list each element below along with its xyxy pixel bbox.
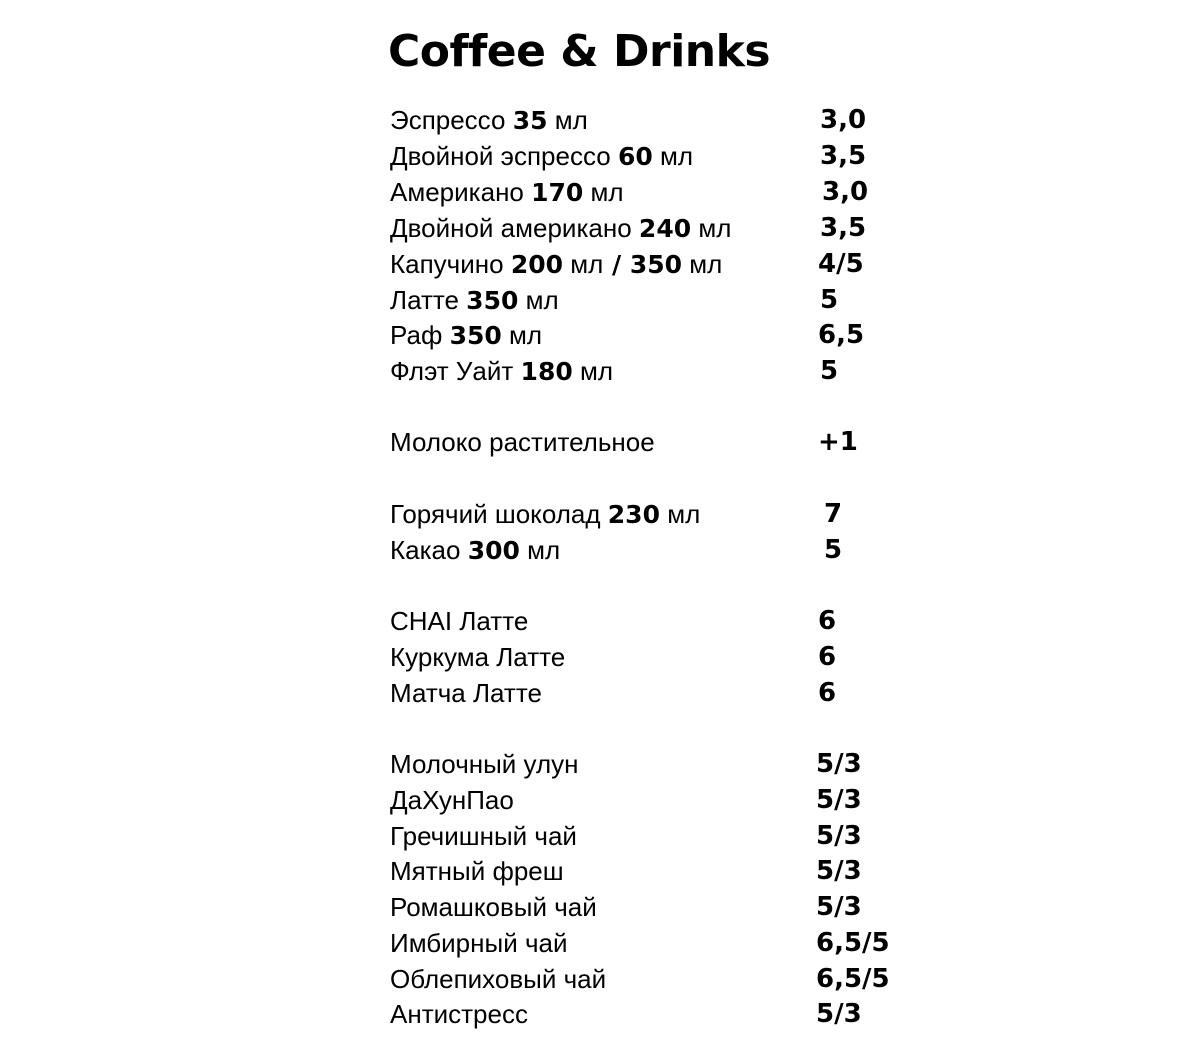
volume-value: 240 (638, 214, 692, 243)
item-title: Флэт Уайт (390, 356, 514, 386)
menu-item-name (390, 246, 722, 283)
menu-item (390, 424, 950, 460)
item-title: Облепиховый чай (390, 964, 607, 994)
item-title: ДаХунПао (390, 785, 514, 815)
volume-unit: мл (554, 105, 588, 135)
menu-item-name (390, 138, 693, 175)
menu-item (390, 889, 950, 925)
menu-item (390, 818, 950, 854)
menu-title: Coffee & Drinks (388, 26, 771, 77)
menu-item-price: 5/3 (816, 999, 862, 1029)
item-title: Какао (390, 535, 461, 565)
menu-item (390, 603, 950, 639)
volume-unit: мл (590, 177, 624, 207)
menu-item-name (390, 996, 528, 1032)
menu-item-name (390, 353, 613, 390)
menu-item (390, 246, 950, 282)
volume-value: 300 (467, 536, 520, 565)
item-title: Гречишный чай (390, 821, 577, 851)
menu-item-name (390, 496, 700, 533)
menu-item-price: 7 (824, 499, 843, 529)
item-title: CHAI Латте (390, 606, 529, 636)
item-title: Капучино (390, 249, 504, 279)
menu-item-name (390, 174, 624, 211)
menu-item-name (390, 961, 606, 997)
menu-item-price: 5/3 (816, 821, 862, 851)
menu-item-price: 4/5 (818, 249, 864, 279)
menu-item-price: 3,0 (820, 105, 867, 135)
volume-unit: мл (659, 141, 694, 171)
menu-item-price: 5/3 (816, 749, 862, 779)
menu-item-price: 6,5/5 (816, 928, 890, 958)
item-title: Раф (390, 320, 443, 350)
menu-item-name (390, 639, 565, 675)
menu-item-price: 5/3 (816, 856, 862, 886)
menu-item-price: +1 (818, 427, 858, 457)
menu-item (390, 853, 950, 889)
item-title: Эспрессо (390, 105, 506, 135)
menu-item (390, 675, 950, 711)
volume-value: 350 (629, 250, 683, 279)
menu-item-name (390, 317, 542, 354)
menu-item (390, 102, 950, 138)
menu-item (390, 496, 950, 532)
menu-item-price: 5 (820, 356, 839, 386)
menu-item-price: 3,5 (820, 141, 867, 171)
menu-item-name (390, 210, 731, 247)
volume-value: 60 (617, 142, 653, 171)
volume-unit: мл (579, 356, 614, 386)
menu-item-name (390, 889, 597, 925)
menu-item-price: 3,0 (822, 177, 869, 207)
volume-value: 230 (607, 500, 660, 529)
volume-unit: мл (509, 320, 543, 350)
menu-item (390, 639, 950, 675)
item-title: Молоко растительное (390, 427, 655, 457)
volume-value: 180 (520, 357, 573, 386)
menu-item-price: 5 (820, 285, 839, 315)
volume-value: 35 (512, 106, 548, 135)
item-title: Горячий шоколад (390, 499, 601, 529)
menu-item (390, 317, 950, 353)
menu-item-price: 6,5/5 (816, 964, 890, 994)
menu-item-name (390, 532, 560, 569)
volume-unit: мл (527, 535, 561, 565)
item-title: Матча Латте (390, 678, 542, 708)
menu-item-name (390, 925, 567, 961)
volume-unit: мл (689, 249, 723, 279)
menu-item-name (390, 603, 528, 639)
item-title: Антистресс (390, 999, 528, 1029)
menu-item-name (390, 818, 577, 854)
menu-item (390, 746, 950, 782)
menu-item (390, 961, 950, 997)
volume-value: 350 (466, 286, 519, 315)
menu-item (390, 532, 950, 568)
volume-unit: мл (698, 213, 732, 243)
volume-unit: мл (525, 285, 559, 315)
menu-item-price: 6,5 (818, 320, 865, 350)
item-title: Американо (390, 177, 524, 207)
menu-item (390, 782, 950, 818)
item-title: Молочный улун (390, 749, 579, 779)
menu-item-price: 5/3 (816, 892, 862, 922)
volume-value: 350 (449, 321, 502, 350)
item-title: Латте (390, 285, 459, 315)
volume-unit: мл (667, 499, 701, 529)
menu-item-price: 3,5 (820, 213, 867, 243)
menu-item (390, 282, 950, 318)
menu-item-price: 5/3 (816, 785, 862, 815)
menu-item-name (390, 746, 579, 782)
menu-item-price: 6 (818, 642, 837, 672)
item-title: Двойной американо (390, 213, 632, 243)
item-title: Двойной эспрессо (390, 141, 611, 171)
menu-item (390, 353, 950, 389)
menu-item (390, 138, 950, 174)
menu-item-price: 6 (818, 678, 837, 708)
item-title: Куркума Латте (390, 642, 566, 672)
menu-item-name (390, 282, 559, 319)
item-title: Имбирный чай (390, 928, 568, 958)
volume-value: 170 (531, 178, 584, 207)
volume-unit: мл (570, 249, 604, 279)
menu-item (390, 174, 950, 210)
menu-item-price: 6 (818, 606, 837, 636)
menu-item (390, 925, 950, 961)
volume-separator: / (603, 250, 630, 279)
menu-item (390, 996, 950, 1032)
menu-item-name (390, 675, 542, 711)
menu-item-name (390, 782, 514, 818)
item-title: Мятный фреш (390, 856, 564, 886)
menu-item (390, 210, 950, 246)
menu-item-price: 5 (824, 535, 843, 565)
item-title: Ромашковый чай (390, 892, 597, 922)
menu-item-name (390, 853, 564, 889)
volume-value: 200 (510, 250, 563, 279)
menu-item-name (390, 424, 655, 460)
menu-item-name (390, 102, 588, 139)
